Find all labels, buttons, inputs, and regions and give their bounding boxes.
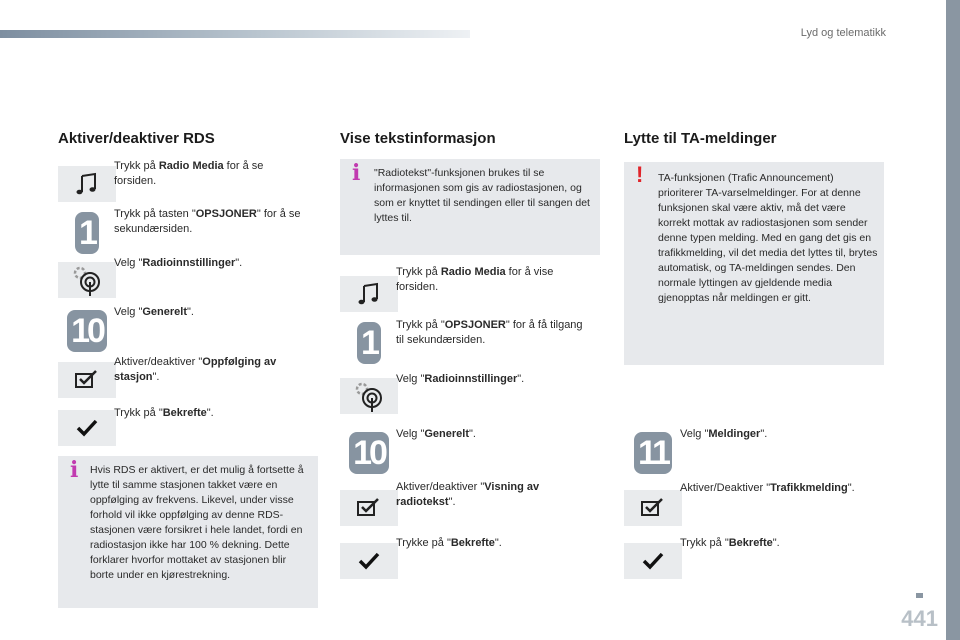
col3-step2-text: Aktiver/Deaktiver "Trafikkmelding". xyxy=(680,482,855,494)
checkbox-icon xyxy=(640,497,666,519)
col2-step2-badge: 1 xyxy=(340,320,398,366)
page-number: 441 xyxy=(901,606,938,631)
col1-step2-badge: 1 xyxy=(58,210,116,256)
header-gradient-bar xyxy=(0,30,470,38)
col1-step4-badge: 10 xyxy=(58,308,116,354)
col3-step2-icon-box xyxy=(624,490,682,526)
radio-settings-icon xyxy=(70,263,104,297)
col1-step6-icon-box xyxy=(58,410,116,446)
col3-warning-box xyxy=(624,162,884,365)
col2-step1-text: Trykk på Radio Media for å vise forsiden. xyxy=(396,266,554,293)
info-icon: i xyxy=(352,160,361,186)
col3-step1-badge: 11 xyxy=(624,430,682,476)
col2-step3-icon-box xyxy=(340,378,398,414)
col1-info-text: Hvis RDS er aktivert, er det mulig å fortsette å lytte til samme stasjonen takket være en oppfølging av frekvens. Likevel, under visse forhold vil ikke oppfølging av denne RDS-stasjonen være forsikret i hele landet, fordi en radiostasjon ikke har 100 % dekning. Dette forklarer hvorfor mottaket av stasjonen blir borte under en kjørestrekning. xyxy=(90,464,304,581)
col1-step1-icon-box xyxy=(58,166,116,202)
col1-info-box xyxy=(58,456,318,608)
col3-step3-icon-box xyxy=(624,543,682,579)
col2-step6-text: Trykke på "Bekrefte". xyxy=(396,537,502,549)
col2-title: Vise tekstinformasjon xyxy=(340,130,496,147)
music-note-icon xyxy=(356,281,382,307)
col1-step5-text: Aktiver/deaktiver "Oppfølging av stasjon". xyxy=(114,356,277,383)
col2-step1-icon-box xyxy=(340,276,398,312)
col2-step4-badge: 10 xyxy=(340,430,398,476)
col3-step3-text: Trykk på "Bekrefte". xyxy=(680,537,780,549)
col2-info-box xyxy=(340,159,600,255)
header-section-title: Lyd og telematikk xyxy=(800,27,886,39)
col1-title: Aktiver/deaktiver RDS xyxy=(58,130,215,147)
checkbox-icon xyxy=(356,497,382,519)
warning-icon: ! xyxy=(636,162,644,187)
col1-step1-text: Trykk på Radio Media for å se forsiden. xyxy=(114,160,264,187)
checkbox-icon xyxy=(74,369,100,391)
col3-warning-text: TA-funksjonen (Trafic Announcement) prioriterer TA-varselmeldinger. For at denne funksjonen skal være aktiv, må det være korrekt mottak av radiostasjonen som sender denne typen melding. Med en gang det gis en trafikkmelding, vil det media det lyttes til, brytes automatisk, og TA-meldingen sendes. Den normale lyttingen av gjeldende media gjenopptas når meldingen er gitt. xyxy=(658,172,878,304)
col3-step1-text: Velg "Meldinger". xyxy=(680,428,768,440)
col1-step2-text: Trykk på tasten "OPSJONER" for å se sekundærsiden. xyxy=(114,208,301,235)
page-marker-dot xyxy=(916,593,923,598)
radio-settings-icon xyxy=(352,379,386,413)
col1-step5-icon-box xyxy=(58,362,116,398)
col2-step6-icon-box xyxy=(340,543,398,579)
col2-step4-text: Velg "Generelt". xyxy=(396,428,476,440)
col3-title: Lytte til TA-meldinger xyxy=(624,130,777,147)
col2-step3-text: Velg "Radioinnstillinger". xyxy=(396,373,525,385)
col2-step5-text: Aktiver/deaktiver "Visning av radiotekst". xyxy=(396,481,540,508)
music-note-icon xyxy=(74,171,100,197)
checkmark-icon xyxy=(357,551,381,571)
checkmark-icon xyxy=(75,418,99,438)
info-icon: i xyxy=(70,457,79,483)
col1-step4-text: Velg "Generelt". xyxy=(114,306,194,318)
checkmark-icon xyxy=(641,551,665,571)
page-edge-bar xyxy=(946,0,960,640)
col1-step6-text: Trykk på "Bekrefte". xyxy=(114,407,214,419)
col1-step3-text: Velg "Radioinnstillinger". xyxy=(114,257,243,269)
col2-step2-text: Trykk på "OPSJONER" for å få tilgang til sekundærsiden. xyxy=(396,319,583,346)
col2-info-text: "Radiotekst"-funksjonen brukes til se informasjonen som gis av radiostasjonen, og som er knyttet til sendingen eller til sangen det lyttes til. xyxy=(374,167,590,224)
col2-step5-icon-box xyxy=(340,490,398,526)
col1-step3-icon-box xyxy=(58,262,116,298)
